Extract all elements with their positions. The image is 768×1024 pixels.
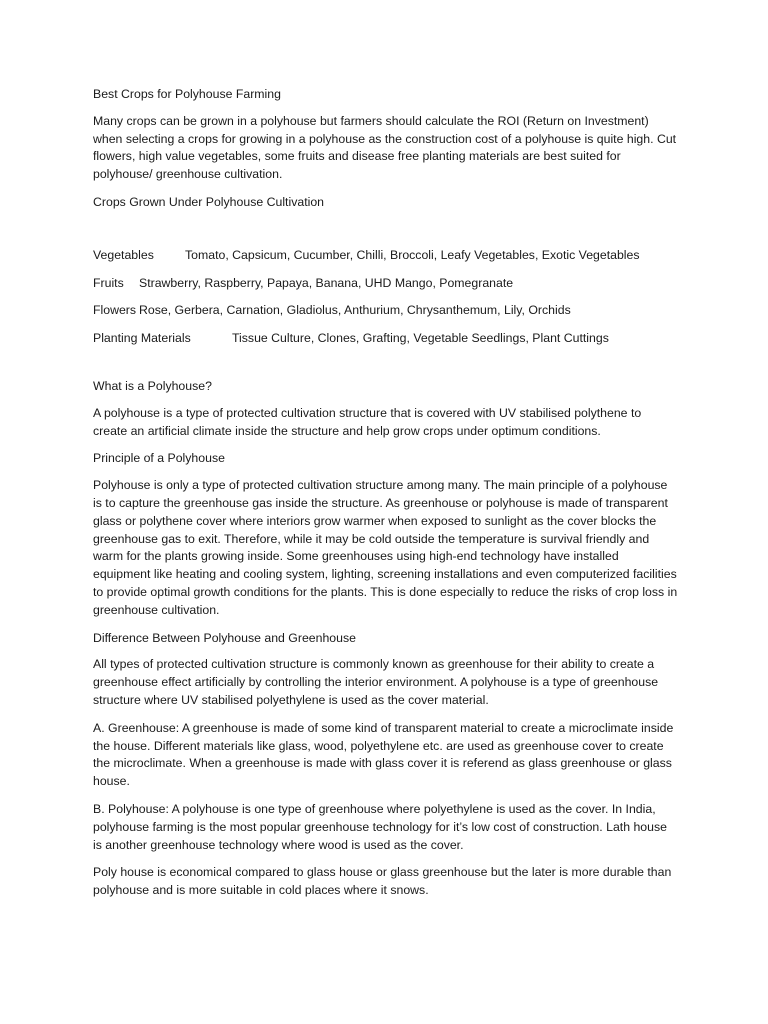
crop-row-vegetables — [93, 247, 678, 265]
difference-paragraph: All types of protected cultivation structure is commonly known as greenhouse for their ability to create a greenhouse effect artificially by controlling the interior environment. A polyhouse is a type of greenhouse structure where UV stabilised polyethylene is used as the cover material. — [93, 657, 659, 707]
crop-row-planting-materials — [93, 330, 678, 348]
crops-heading: Crops Grown Under Polyhouse Cultivation — [93, 194, 325, 209]
greenhouse-paragraph: A. Greenhouse: A greenhouse is made of some kind of transparent material to create a microclimate inside the house. Different materials like glass, wood, polyethylene etc. are used as greenhouse cover to create the microclimate. When a greenhouse is made with glass cover it is referend as glass greenhouse or glass house. — [93, 720, 674, 789]
what-paragraph: A polyhouse is a type of protected cultivation structure that is covered with UV stabilised polythene to create an artificial climate inside the structure and help grow crops under optimum conditions. — [93, 405, 642, 438]
principle-paragraph: Polyhouse is only a type of protected cultivation structure among many. The main principle of a polyhouse is to capture the greenhouse gas inside the structure. As greenhouse or polyhouse is made of transparent glass or polythene cover where interiors grow warmer when exposed to sunlight as the cover blocks the greenhouse gas to exit. Therefore, while it may be cold outside the temperature is survival friendly and warm for the plants growing inside. Some greenhouses using high-end technology have installed equipment like heating and cooling system, lighting, screening installations and even computerized facilities to provide optimal growth conditions for the plants. This is done especially to reduce the risks of crop loss in greenhouse cultivation. — [93, 478, 678, 617]
difference-heading: Difference Between Polyhouse and Greenhouse — [93, 630, 356, 645]
principle-heading: Principle of a Polyhouse — [93, 451, 225, 466]
document-title: Best Crops for Polyhouse Farming — [93, 87, 281, 101]
what-heading: What is a Polyhouse? — [93, 378, 212, 393]
crop-category: Flowers — [93, 303, 137, 318]
document-page — [93, 86, 678, 900]
crops-list — [93, 247, 678, 348]
crop-items: Strawberry, Raspberry, Papaya, Banana, UHD Mango, Pomegranate — [139, 275, 514, 290]
polyhouse-paragraph: B. Polyhouse: A polyhouse is one type of greenhouse where polyethylene is used as the cover. In India, polyhouse farming is the most popular greenhouse technology for it’s low cost of construction. Lath house is another greenhouse technology where wood is used as the cover. — [93, 801, 667, 852]
crop-row-flowers — [93, 302, 678, 320]
crop-items: Tissue Culture, Clones, Grafting, Vegetable Seedlings, Plant Cuttings — [232, 331, 609, 346]
crop-category: Planting Materials — [93, 331, 191, 346]
crop-row-fruits — [93, 275, 678, 293]
crop-category: Vegetables — [93, 247, 154, 262]
closing-paragraph: Poly house is economical compared to glass house or glass greenhouse but the later is more durable than polyhouse and is more suitable in cold places where it snows. — [93, 865, 672, 898]
crop-category: Fruits — [93, 275, 124, 290]
crop-items: Tomato, Capsicum, Cucumber, Chilli, Broccoli, Leafy Vegetables, Exotic Vegetables — [185, 247, 640, 262]
crop-items: Rose, Gerbera, Carnation, Gladiolus, Anthurium, Chrysanthemum, Lily, Orchids — [139, 303, 571, 318]
intro-paragraph: Many crops can be grown in a polyhouse but farmers should calculate the ROI (Return on Investment) when selecting a crops for growing in a polyhouse as the construction cost of a polyhouse is quite high. Cut flowers, high value vegetables, some fruits and disease free planting materials are best suited for polyhouse/ greenhouse cultivation. — [93, 113, 677, 182]
